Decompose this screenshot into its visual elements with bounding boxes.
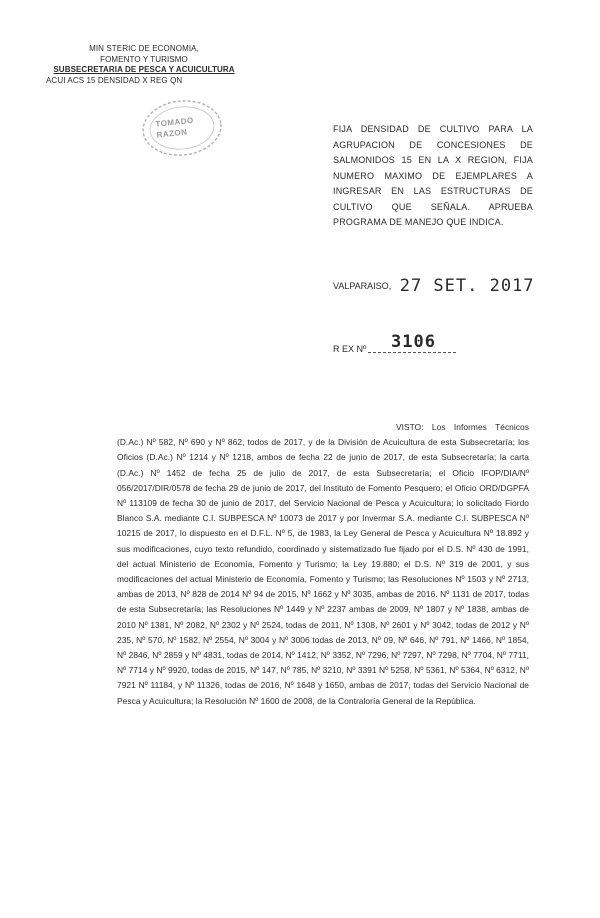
stamp-text-2: RAZON (156, 127, 188, 140)
visto-paragraph (117, 420, 529, 709)
resolution-prefix: R EX Nº (333, 344, 367, 354)
dateline (333, 276, 535, 296)
stamp-text-1: TOMADO (154, 115, 195, 129)
letterhead (44, 44, 244, 86)
undersecretariat-line: SUBSECRETARIA DE PESCA Y ACUICULTURA (53, 65, 235, 74)
ministry-line: MIN STERIC DE ECONOMIA, (89, 44, 199, 53)
ministry-line-2: FOMENTO Y TURISMO (100, 54, 188, 64)
resolution-number-line (333, 332, 456, 354)
reception-stamp (137, 94, 227, 162)
visto-body: 582, Nº 690 y Nº 862, todos de 2017, y de la División de Acuicultura de esta Subsecretaría; los Oficios (D.Ac.) Nº 1214 y Nº 1218, ambos de fecha 22 de junio de 2017, de esta Subsecretaría; la carta (D.Ac.) Nº 1452 de fecha 25 de julio de 2017, de esta Subsecretaría; el Oficio IFOP/DIA/Nº 056/2017/DIR/0578 de fecha 29 de junio de 2017, del Instituto de Fomento Pesquero; el Oficio ORD/DGPFA Nº 113109 de fecha 30 de junio de 2017, del Servicio Nacional de Pesca y Acuicultura; lo solicitado Fiordo Blanco S.A. mediante C.I. SUBPESCA Nº 10073 de 2017 y por Invermar S.A. mediante C.I. SUBPESCA Nº 10215 de 2017, lo dispuesto en el D.F.L. Nº 5, de 1983, la Ley General de Pesca y Acuicultura Nº 18.892 y sus modificaciones, cuyo texto refundido, coordinado y sistematizado fue fijado por el D.S. Nº 430 de 1991, del actual Ministerio de Economía, Fomento y Turismo; la Ley 19.880; el D.S. Nº 319 de 2001, y sus modificaciones del actual Ministerio de Economía, Fomento y Turismo; las Resoluciones Nº 1503 y Nº 2713, ambas de 2013, Nº 828 de 2014 Nº 94 de 2015, Nº 1662 y Nº 3035, ambas de 2016. Nº 1131 de 2017, todas de esta Subsecretaría; las Resoluciones Nº 1449 y Nº 2237 ambas de 2009, Nº 1807 y Nº 1838, ambas de 2010 Nº 1381, Nº 2082, Nº 2302 y Nº 2524, todas de 2011, Nº 1308, Nº 2601 y Nº 3042, todas de 2012 y Nº 235, Nº 570, Nº 1582, Nº 2554, Nº 3004 y Nº 3006 todas de 2013, Nº 09, Nº 646, Nº 791, Nº 1466, Nº 1854, Nº 2846, Nº 2859 y Nº 4831, todas de 2014, Nº 1412, Nº 3352, Nº 7296, Nº 7297, Nº 7298, Nº 7704, Nº 7711, Nº 7714 y Nº 9920, todas de 2015, Nº 147, Nº 785, Nº 3210, Nº 3391 Nº 5258, Nº 5361, Nº 5364, Nº 6312, Nº 7921 Nº 11184, y Nº 11326, todas de 2016, Nº 1648 y 1650, ambas de 2017, todas del Servicio Nacional de Pesca y Acuicultura; la Resolución Nº 1600 de 2008, de la Contraloría General de la República. (117, 437, 529, 706)
resolution-number: 3106 (391, 332, 436, 352)
city-label: VALPARAISO, (333, 281, 392, 291)
number-underline (368, 352, 456, 353)
document-reference: ACUI ACS 15 DENSIDAD X REG QN (46, 75, 183, 85)
visto-lead-text: VISTO: Los Informes Técnicos (D.Ac.) Nº (117, 422, 529, 448)
resolution-subject: FIJA DENSIDAD DE CULTIVO PARA LA AGRUPACION DE CONCESIONES DE SALMONIDOS 15 EN LA X REGION, FIJA NUMERO MAXIMO DE EJEMPLARES A INGRESAR EN LAS ESTRUCTURAS DE CULTIVO QUE SEÑALA. APRUEBA PROGRAMA DE MANEJO QUE INDICA. (333, 124, 533, 227)
issue-date: 27 SET. 2017 (399, 276, 535, 296)
